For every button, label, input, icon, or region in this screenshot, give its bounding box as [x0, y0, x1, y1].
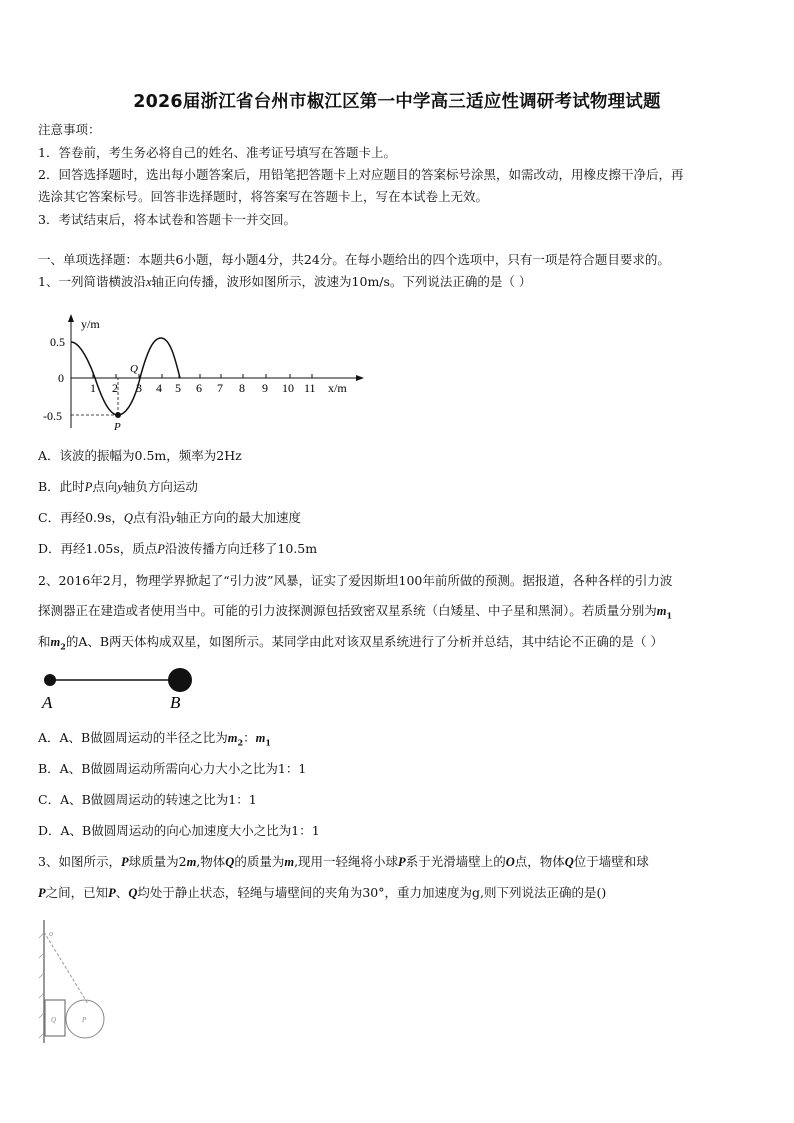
point-o-label: o	[49, 929, 53, 938]
notice-item-2: 2．回答选择题时，选出每小题答案后，用铅笔把答题卡上对应题目的答案标号涂黑，如需改动，用橡皮擦干净后，再	[38, 167, 684, 182]
q3-stem-line1: 3、如图所示，P球质量为2m,物体Q的质量为m,现用一轻绳将小球P系于光滑墙壁上的O点，物体Q位于墙壁和球	[38, 854, 649, 869]
wave-curve	[71, 338, 180, 415]
page-title: 2026届浙江省台州市椒江区第一中学高三适应性调研考试物理试题	[133, 92, 661, 112]
x-tick-label-7: 7	[217, 381, 223, 395]
point-q-label: Q	[130, 363, 138, 375]
x-tick-label-6: 6	[196, 381, 202, 395]
origin-label: 0	[58, 371, 64, 385]
notice-item-2-cont: 选涂其它答案标号。回答非选择题时，将答案写在答题卡上，写在本试卷上无效。	[38, 189, 489, 204]
q2-stem-line1: 2、2016年2月，物理学界掀起了“引力波”风暴，证实了爱因斯坦100年前所做的预测。据报道，各种各样的引力波	[38, 573, 673, 588]
x-tick-label-8: 8	[239, 381, 245, 395]
q1-stem: 1、一列简谐横波沿x轴正向传播，波形如图所示，波速为10m/s。下列说法正确的是（ ）	[38, 274, 532, 289]
x-tick-label-9: 9	[262, 381, 268, 395]
y-tick-label-pos: 0.5	[50, 335, 65, 349]
ball-p-label: P	[82, 1016, 87, 1024]
x-tick-label-5: 5	[175, 381, 181, 395]
x-ticks	[93, 374, 312, 378]
q2-option-c: C．A、B做圆周运动的转速之比为1：1	[38, 792, 257, 807]
q3-wall-figure	[36, 918, 126, 1048]
x-tick-label-4: 4	[156, 381, 162, 395]
q1-wave-figure	[38, 310, 368, 435]
x-axis-label: x/m	[328, 381, 347, 395]
notice-item-3: 3．考试结束后，将本试卷和答题卡一并交回。	[38, 212, 296, 227]
q2-option-d: D．A、B做圆周运动的向心加速度大小之比为1：1	[38, 823, 320, 838]
q2-option-b: B．A、B做圆周运动所需向心力大小之比为1：1	[38, 761, 307, 776]
star-b-label: B	[170, 693, 181, 712]
rope	[44, 932, 88, 1004]
x-tick-label-1: 1	[90, 381, 96, 395]
q1-option-b: B．此时P点向y轴负方向运动	[38, 479, 198, 494]
x-tick-label-3: 3	[136, 381, 142, 395]
x-tick-labels	[90, 381, 316, 395]
star-a	[44, 674, 56, 686]
q3-stem-line2: P之间，已知P、Q均处于静止状态，轻绳与墙壁间的夹角为30°，重力加速度为g,则下列说法正确的是()	[38, 885, 607, 900]
q1-option-a: A．该波的振幅为0.5m，频率为2Hz	[38, 448, 242, 463]
y-tick-label-neg: -0.5	[43, 409, 62, 423]
section-heading: 一、单项选择题：本题共6小题，每小题4分，共24分。在每小题给出的四个选项中，只有一项是符合题目要求的。	[38, 252, 670, 267]
star-b	[168, 668, 192, 692]
x-tick-label-10: 10	[282, 381, 294, 395]
q2-option-a: A．A、B做圆周运动的半径之比为$m_2$：$m_1$	[38, 730, 271, 748]
q2-stem-line3: 和$m_2$的A、B两天体构成双星，如图所示。某同学由此对该双星系统进行了分析并总结，其中结论不正确的是（ ）	[38, 634, 664, 652]
notice-item-1: 1．答卷前，考生务必将自己的姓名、准考证号填写在答题卡上。	[38, 145, 396, 160]
block-q-label: Q	[51, 1016, 57, 1024]
point-p-label: P	[114, 421, 121, 433]
q2-binary-star-figure	[38, 664, 198, 714]
star-a-label: A	[42, 693, 53, 712]
q1-option-d: D．再经1.05s，质点P沿波传播方向迁移了10.5m	[38, 541, 318, 556]
y-axis-arrow	[68, 314, 74, 322]
x-tick-label-2: 2	[112, 381, 118, 395]
x-tick-label-11: 11	[304, 381, 316, 395]
notice-heading: 注意事项：	[38, 122, 101, 137]
q2-stem-line2: 探测器正在建造或者使用当中。可能的引力波探测源包括致密双星系统（白矮星、中子星和黑洞）。若质量分别为$m_1$	[38, 603, 673, 621]
x-axis-arrow	[356, 375, 364, 381]
q1-option-c: C．再经0.9s，Q点有沿y轴正方向的最大加速度	[38, 510, 301, 525]
y-axis-label: y/m	[81, 317, 100, 331]
point-p-marker	[115, 412, 121, 418]
